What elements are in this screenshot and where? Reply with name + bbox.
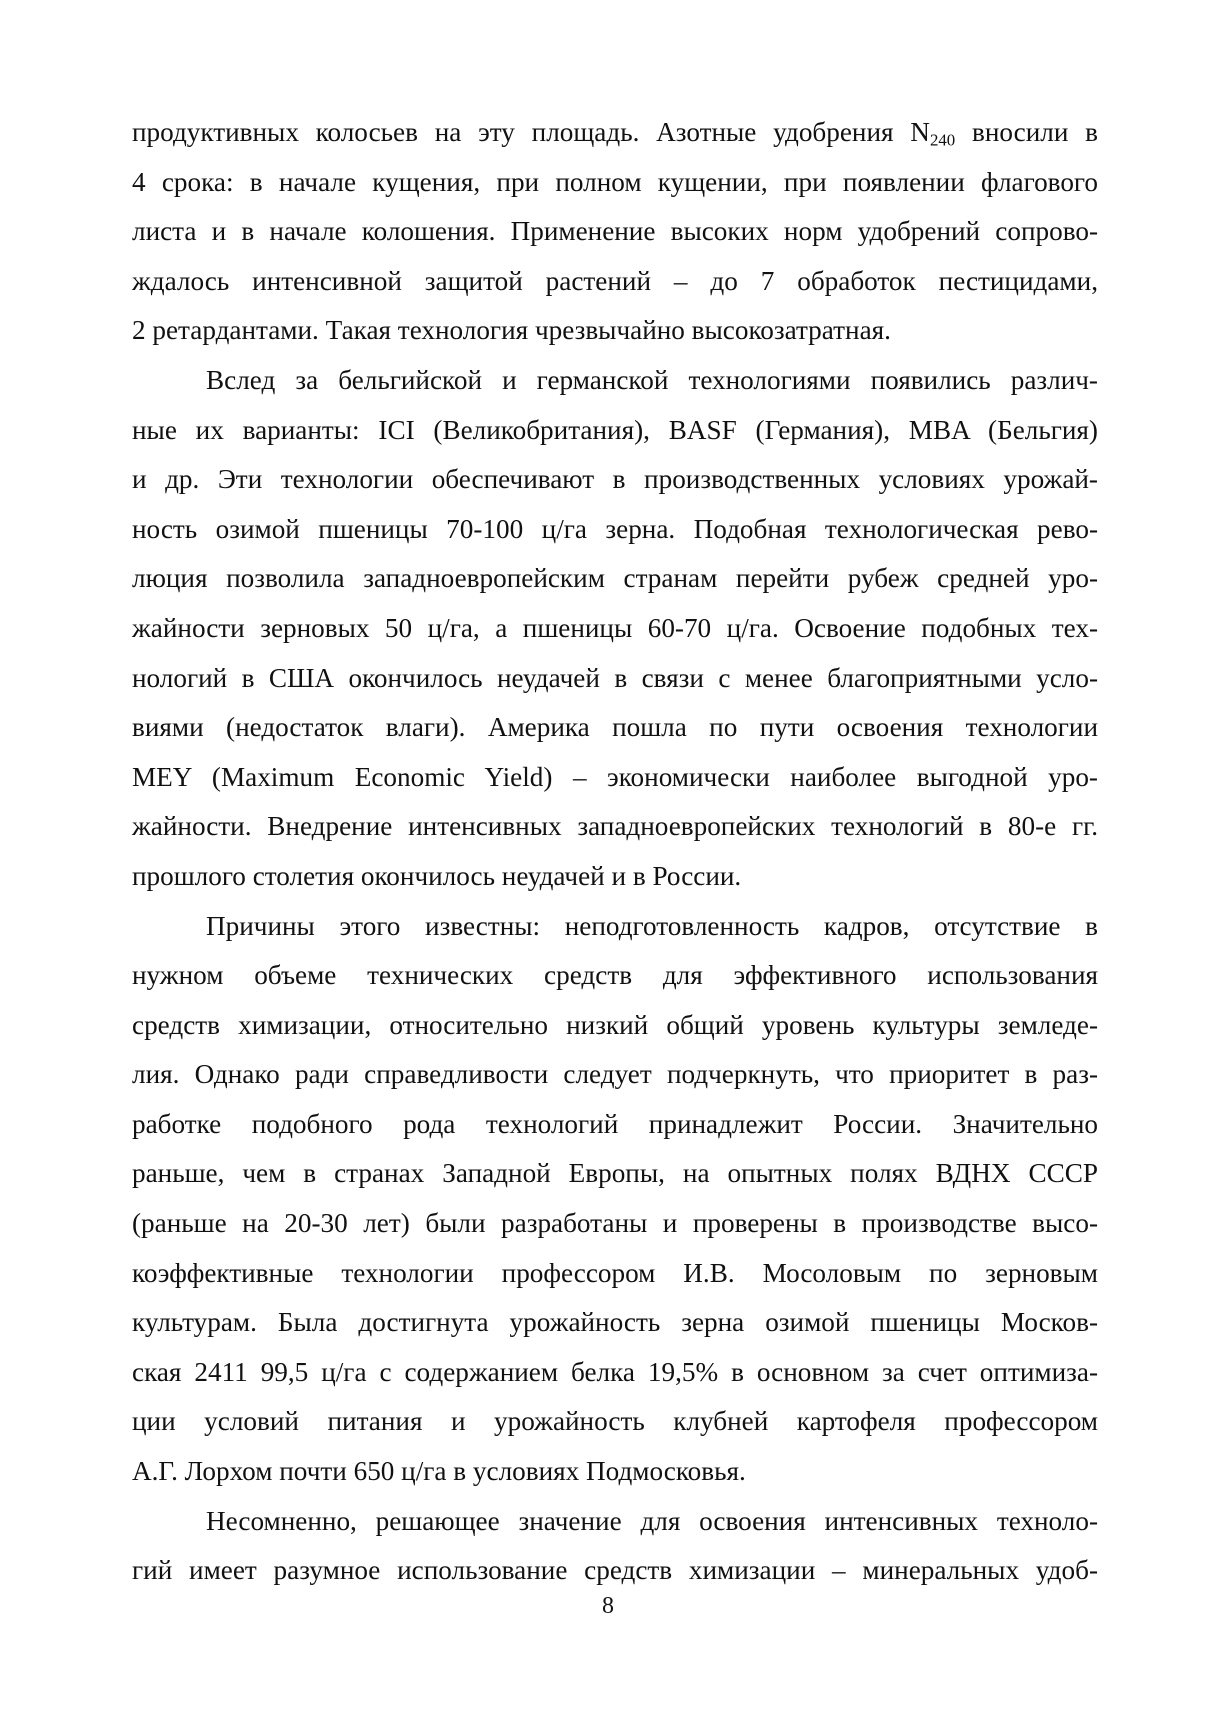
text-line: (раньше на 20-30 лет) были разработаны и проверены в производстве высо- — [132, 1208, 1098, 1239]
text-line: ность озимой пшеницы 70-100 ц/га зерна. Подобная технологическая рево- — [132, 513, 1098, 544]
text-line: средств химизации, относительно низкий общий уровень культуры земледе- — [132, 1009, 1098, 1040]
text-line: раньше, чем в странах Западной Европы, на опытных полях ВДНХ СССР — [132, 1158, 1098, 1189]
text-line: продуктивных колосьев на эту площадь. Азотные удобрения $N_{240}$ вносили в — [132, 117, 1098, 150]
paragraph-first-line: Вслед за бельгийской и германской технологиями появились различ- — [206, 364, 1098, 395]
text-line: люция позволила западноевропейским странам перейти рубеж средней уро- — [132, 563, 1098, 594]
paragraph-first-line: Несомненно, решающее значение для освоения интенсивных техноло- — [206, 1505, 1098, 1536]
text-line: коэффективные технологии профессором И.В. Мосоловым по зерновым — [132, 1257, 1098, 1288]
text-line: ции условий питания и урожайность клубней картофеля профессором — [132, 1406, 1098, 1437]
text-line: 2 ретардантами. Такая технология чрезвычайно высокозатратная. — [132, 315, 891, 346]
text-line: жайности. Внедрение интенсивных западноевропейских технологий в 80-е гг. — [132, 811, 1098, 842]
text-line: ные их варианты: ICI (Великобритания), BASF (Германия), MBA (Бельгия) — [132, 414, 1098, 445]
text-line: нологий в США окончилось неудачей в связи с менее благоприятными усло- — [132, 662, 1098, 693]
text-line: ждалось интенсивной защитой растений – до 7 обработок пестицидами, — [132, 265, 1098, 296]
text-line: культурам. Была достигнута урожайность зерна озимой пшеницы Москов- — [132, 1307, 1098, 1338]
text-line: листа и в начале колошения. Применение высоких норм удобрений сопрово- — [132, 216, 1098, 247]
text-line: гий имеет разумное использование средств химизации – минеральных удоб- — [132, 1555, 1098, 1586]
paragraph-first-line: Причины этого известны: неподготовленность кадров, отсутствие в — [206, 910, 1098, 941]
body-text — [132, 108, 1098, 1596]
subscript: 240 — [929, 130, 956, 150]
page-number: 8 — [602, 1593, 614, 1619]
text-line: прошлого столетия окончилось неудачей и в России. — [132, 860, 742, 891]
text-line: работке подобного рода технологий принадлежит России. Значительно — [132, 1108, 1098, 1139]
text-line: жайности зерновых 50 ц/га, а пшеницы 60-70 ц/га. Освоение подобных тех- — [132, 612, 1098, 643]
text-line: 4 срока: в начале кущения, при полном кущении, при появлении флагового — [132, 166, 1098, 197]
text-line: А.Г. Лорхом почти 650 ц/га в условиях Подмосковья. — [132, 1456, 746, 1487]
text-line: MEY (Maximum Economic Yield) – экономически наиболее выгодной уро- — [132, 761, 1098, 792]
text-line: ская 2411 99,5 ц/га с содержанием белка 19,5% в основном за счет оптимиза- — [132, 1356, 1098, 1387]
text-line: виями (недостаток влаги). Америка пошла по пути освоения технологии — [132, 712, 1098, 743]
text-line: и др. Эти технологии обеспечивают в производственных условиях урожай- — [132, 464, 1098, 495]
text-line: нужном объеме технических средств для эффективного использования — [132, 960, 1098, 991]
text-line: лия. Однако ради справедливости следует подчеркнуть, что приоритет в раз- — [132, 1059, 1098, 1090]
